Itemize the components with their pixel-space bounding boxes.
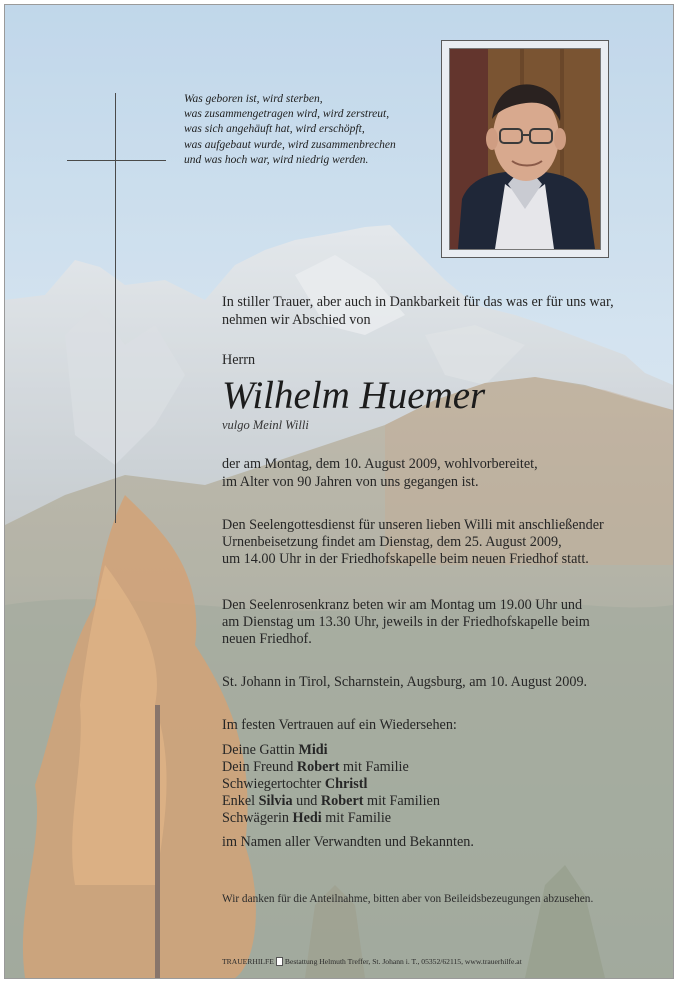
salutation: Herrn	[222, 352, 256, 368]
funeral-line: Urnenbeisetzung findet am Dienstag, dem 25. August 2009,	[222, 534, 562, 550]
mourner-name: Silvia	[258, 793, 293, 809]
mourner-line	[222, 742, 328, 759]
deceased-name: Wilhelm Huemer	[222, 374, 486, 417]
mourner-post: mit Familien	[363, 793, 440, 809]
mourner-pre: Schwiegertochter	[222, 776, 325, 792]
poem	[184, 92, 396, 168]
mourner-line	[222, 793, 440, 810]
footer-text: Bestattung Helmuth Treffer, St. Johann i. T., 05352/62115, www.trauerhilfe.at	[284, 957, 522, 966]
poem-line: was aufgebaut wurde, wird zusammenbrechen	[184, 138, 396, 151]
funeral-line: Den Seelengottesdienst für unseren lieben Willi mit anschließender	[222, 517, 604, 533]
mourner-pre: Enkel	[222, 793, 259, 809]
rosary-line: Den Seelenrosenkranz beten wir am Montag um 19.00 Uhr und	[222, 597, 583, 613]
intro-line: In stiller Trauer, aber auch in Dankbarkeit für das was er für uns war,	[222, 294, 614, 310]
mourner-pre: Schwägerin	[222, 810, 293, 826]
footer	[222, 957, 522, 966]
intro-line: nehmen wir Abschied von	[222, 312, 371, 328]
places-date: St. Johann in Tirol, Scharnstein, Augsburg, am 10. August 2009.	[222, 674, 588, 690]
mourner-pre: Deine Gattin	[222, 742, 299, 758]
relatives-line: im Namen aller Verwandten und Bekannten.	[222, 834, 474, 850]
poem-line: Was geboren ist, wird sterben,	[184, 93, 323, 105]
mourner-name: Midi	[298, 742, 328, 758]
mourner-line	[222, 759, 409, 776]
mourner-name: Hedi	[292, 810, 322, 826]
cross-horizontal-line	[67, 160, 166, 161]
mourner-post: mit Familie	[321, 810, 392, 826]
death-line: im Alter von 90 Jahren von uns gegangen ist.	[222, 474, 479, 490]
mourner-name: Christl	[324, 776, 368, 792]
rosary-line: am Dienstag um 13.30 Uhr, jeweils in der Friedhofskapelle beim	[222, 614, 590, 630]
poem-line: was sich angehäuft hat, wird erschöpft,	[184, 123, 365, 136]
trust-line: Im festen Vertrauen auf ein Wiedersehen:	[222, 717, 457, 733]
mourner-name: Robert	[320, 793, 364, 809]
mourner-line	[222, 776, 367, 793]
funeral-line: um 14.00 Uhr in der Friedhofskapelle beim neuen Friedhof statt.	[222, 551, 589, 567]
mourner-pre: Dein Freund	[222, 759, 297, 775]
mourner-post: mit Familie	[339, 759, 409, 775]
mourner-name: Robert	[296, 759, 340, 775]
mourner-line	[222, 810, 391, 827]
portrait-photo	[449, 48, 601, 250]
trauerhilfe-logo-icon	[276, 957, 283, 966]
cross-vertical-line	[115, 93, 116, 523]
mourner-mid: und	[292, 793, 321, 809]
death-line: der am Montag, dem 10. August 2009, wohlvorbereitet,	[222, 456, 538, 472]
poem-line: was zusammengetragen wird, wird zerstreut,	[184, 108, 390, 121]
deceased-nickname: vulgo Meinl Willi	[222, 418, 309, 432]
portrait-photo-frame	[441, 40, 609, 258]
footer-brand: TRAUERHILFE	[222, 957, 274, 966]
thanks-note: Wir danken für die Anteilnahme, bitten aber von Beileidsbezeugungen abzusehen.	[222, 893, 594, 905]
rosary-line: neuen Friedhof.	[222, 631, 312, 647]
poem-line: und was hoch war, wird niedrig werden.	[184, 153, 369, 166]
